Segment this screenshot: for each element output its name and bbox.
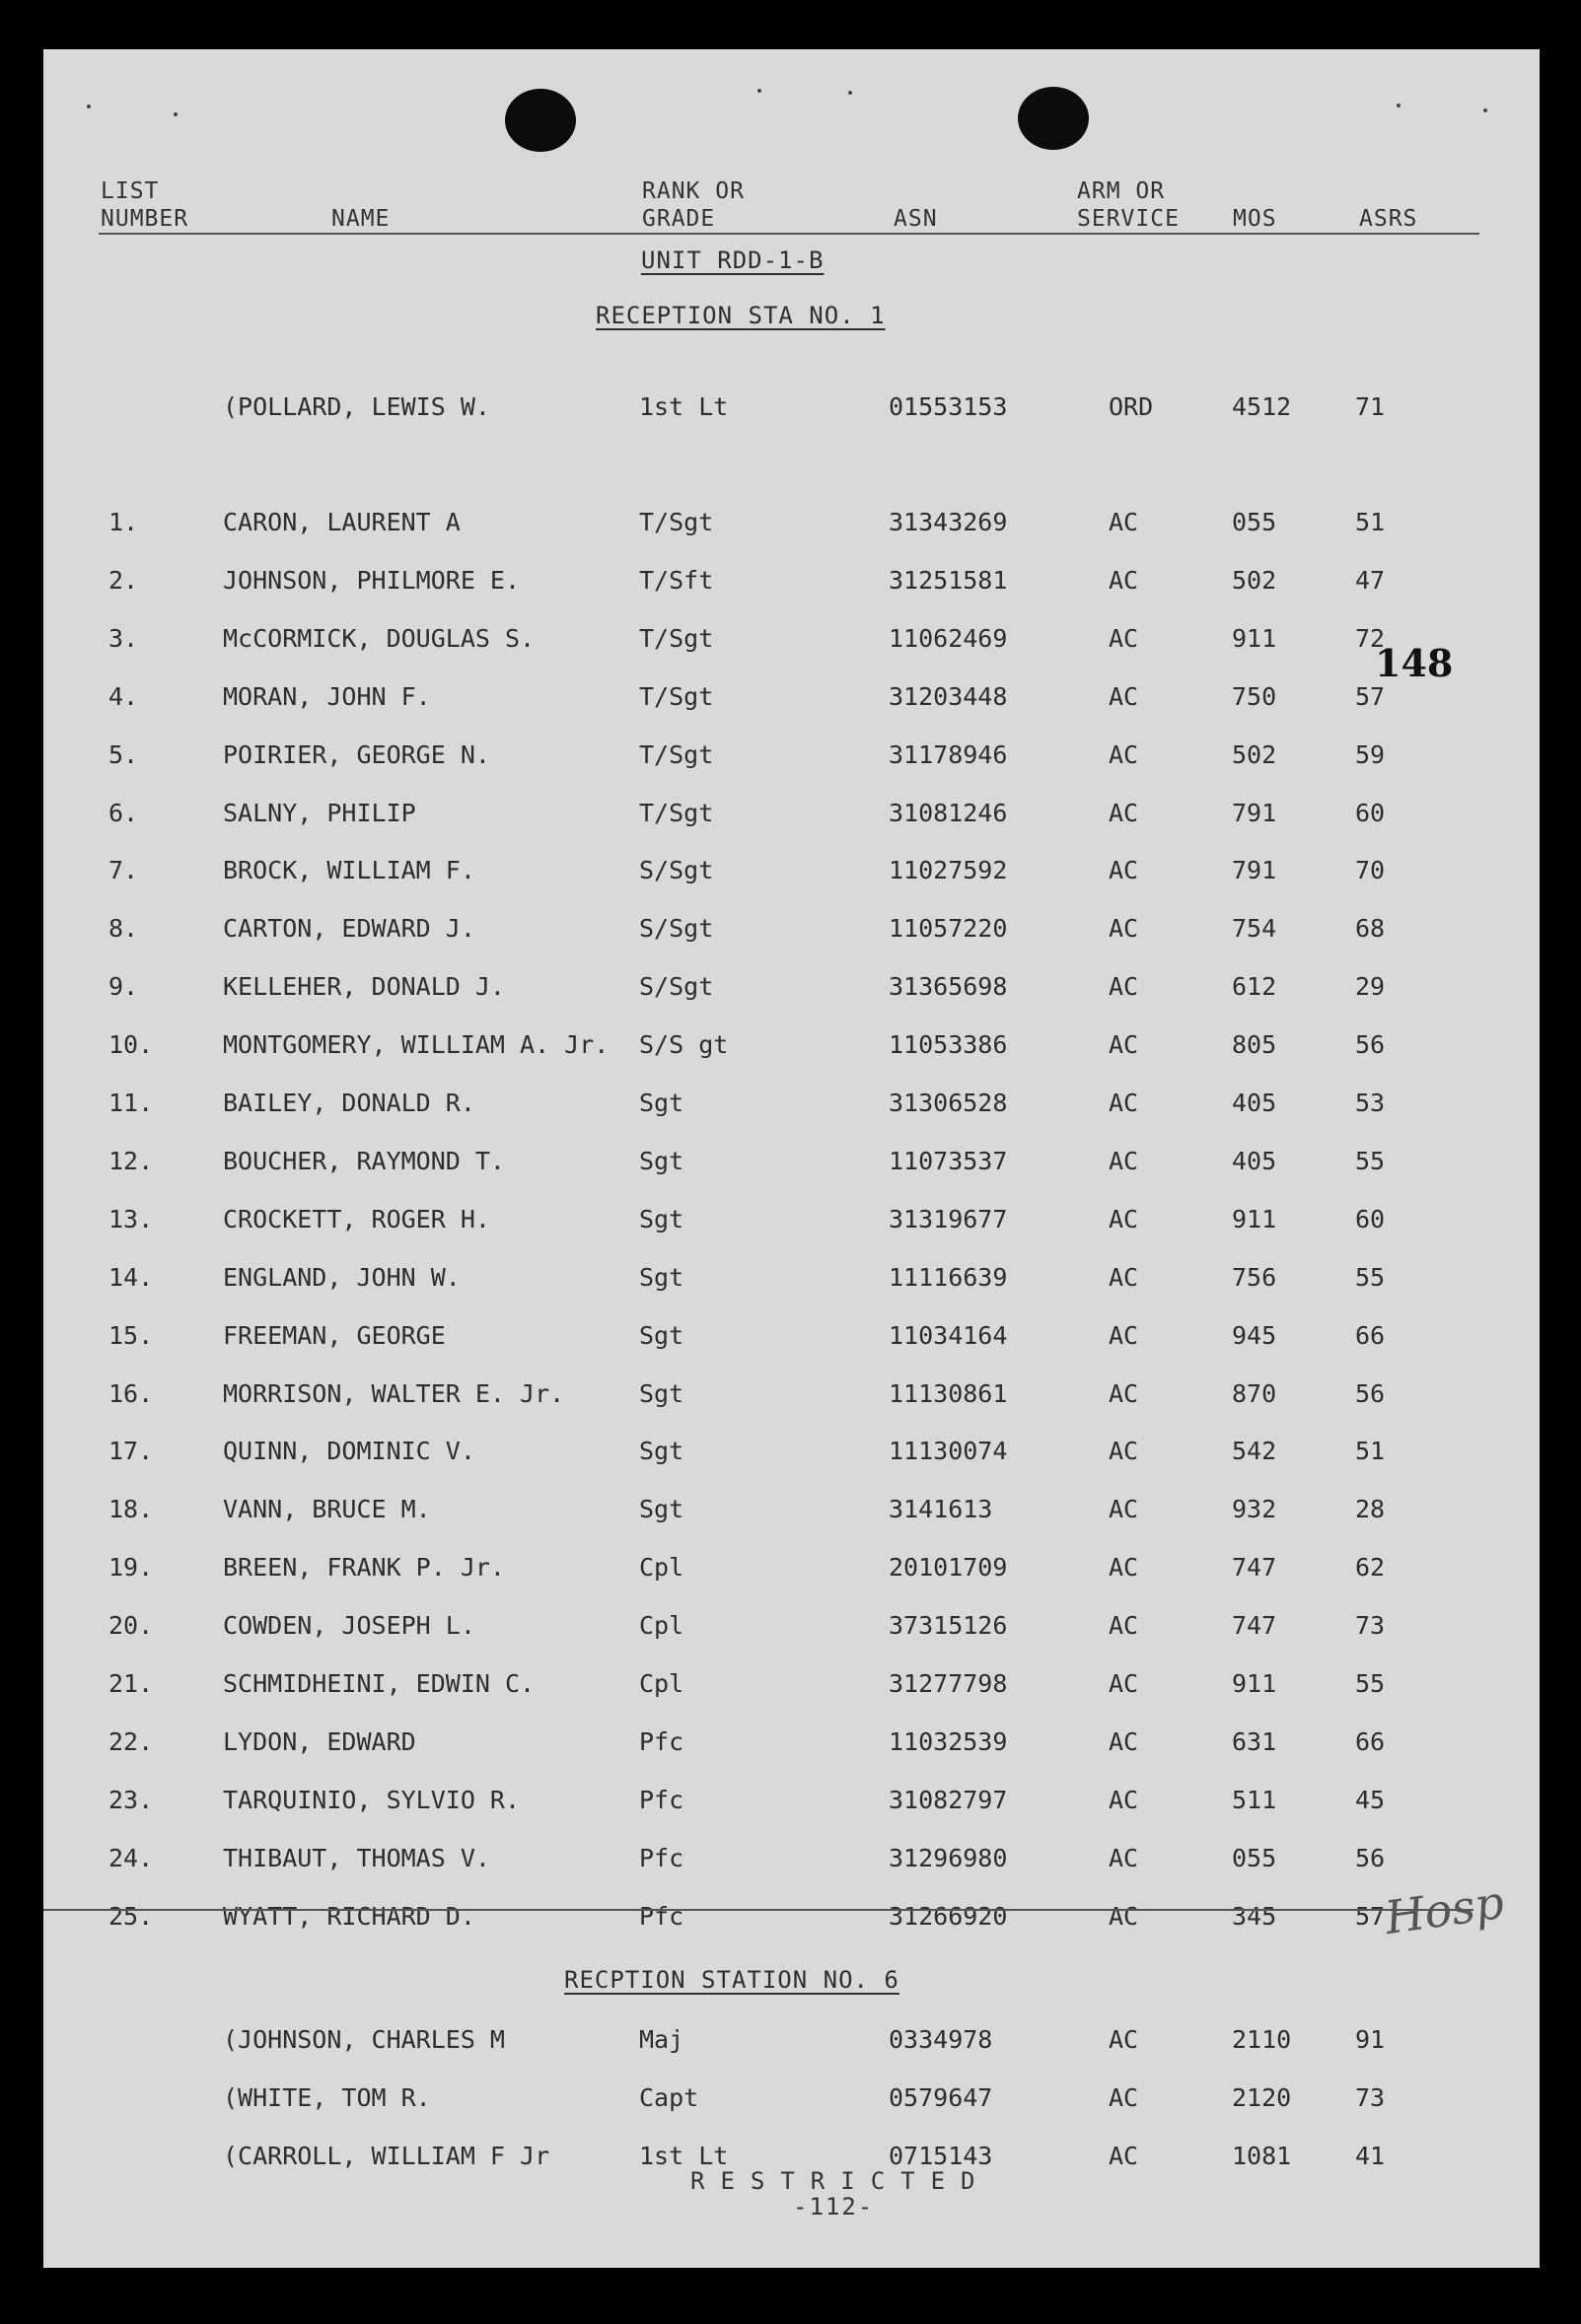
header-name: NAME <box>331 206 391 232</box>
rank-grade: Pfc <box>639 1726 684 1756</box>
asn: 31365698 <box>889 972 1008 1002</box>
arm-service: ORD <box>1109 392 1154 421</box>
table-row <box>43 972 1540 1012</box>
rank-grade: S/S gt <box>639 1030 729 1060</box>
table-row <box>43 1147 1540 1186</box>
header-rule <box>99 233 1479 235</box>
asrs: 51 <box>1355 508 1386 536</box>
mos: 945 <box>1232 1320 1277 1350</box>
mos: 405 <box>1232 1146 1277 1175</box>
document-page <box>43 49 1540 2268</box>
asn: 0715143 <box>889 2142 993 2170</box>
soldier-name: BROCK, WILLIAM F. <box>223 856 475 885</box>
list-number: 7. <box>108 856 139 885</box>
asrs: 57 <box>1355 1901 1386 1931</box>
mos: 791 <box>1232 856 1277 885</box>
mos: 055 <box>1232 508 1277 536</box>
speck <box>87 105 91 108</box>
rank-grade: T/Sgt <box>639 681 714 711</box>
rank-grade: 1st Lt <box>639 392 729 421</box>
arm-service: AC <box>1109 1611 1139 1641</box>
asn: 11053386 <box>889 1030 1008 1060</box>
table-row <box>43 856 1540 895</box>
list-number: 13. <box>108 1204 154 1233</box>
list-number: 14. <box>108 1262 154 1292</box>
list-number: 5. <box>108 739 139 769</box>
soldier-name: (POLLARD, LEWIS W. <box>223 392 490 421</box>
asrs: 47 <box>1355 565 1386 595</box>
rank-grade: Sgt <box>639 1378 684 1408</box>
asn: 31081246 <box>889 798 1008 827</box>
table-row <box>43 740 1540 780</box>
list-number: 22. <box>108 1726 154 1756</box>
soldier-name: (WHITE, TOM R. <box>223 2083 431 2112</box>
strikethrough-line <box>43 1909 1473 1911</box>
mos: 502 <box>1232 565 1277 595</box>
speck <box>848 91 852 95</box>
asrs: 60 <box>1355 798 1386 827</box>
table-row <box>43 392 1540 432</box>
asrs: 60 <box>1355 1204 1386 1233</box>
asn: 0579647 <box>889 2083 993 2112</box>
asrs: 66 <box>1355 1726 1386 1756</box>
arm-service: AC <box>1109 1030 1139 1060</box>
speck <box>757 89 761 93</box>
asn: 11032539 <box>889 1726 1008 1756</box>
soldier-name: MONTGOMERY, WILLIAM A. Jr. <box>223 1030 610 1060</box>
rank-grade: Sgt <box>639 1089 684 1117</box>
arm-service: AC <box>1109 1669 1139 1698</box>
asrs: 51 <box>1355 1437 1386 1466</box>
arm-service: AC <box>1109 1901 1139 1931</box>
soldier-name: THIBAUT, THOMAS V. <box>223 1843 490 1872</box>
asrs: 28 <box>1355 1495 1386 1524</box>
soldier-name: MORAN, JOHN F. <box>223 681 431 711</box>
soldier-name: JOHNSON, PHILMORE E. <box>223 565 521 595</box>
soldier-name: WYATT, RICHARD D. <box>223 1901 475 1931</box>
rank-grade: Sgt <box>639 1495 684 1524</box>
arm-service: AC <box>1109 1843 1139 1872</box>
table-row <box>43 1030 1540 1070</box>
table-row <box>43 1263 1540 1303</box>
mos: 756 <box>1232 1262 1277 1292</box>
rank-grade: 1st Lt <box>639 2142 729 2170</box>
handwritten-note: Hosp <box>1381 1874 1508 1945</box>
mos: 791 <box>1232 798 1277 827</box>
list-number: 1. <box>108 508 139 536</box>
header-asrs: ASRS <box>1359 206 1418 232</box>
asn: 3141613 <box>889 1495 993 1524</box>
list-number: 9. <box>108 972 139 1002</box>
soldier-name: BOUCHER, RAYMOND T. <box>223 1146 505 1175</box>
list-number: 3. <box>108 623 139 653</box>
punch-hole <box>505 89 576 152</box>
list-number: 24. <box>108 1843 154 1872</box>
mos: 870 <box>1232 1378 1277 1408</box>
asn: 11062469 <box>889 623 1008 653</box>
arm-service: AC <box>1109 914 1139 944</box>
asrs: 73 <box>1355 1611 1386 1641</box>
soldier-name: (JOHNSON, CHARLES M <box>223 2025 505 2054</box>
mos: 911 <box>1232 623 1277 653</box>
soldier-name: CROCKETT, ROGER H. <box>223 1204 490 1233</box>
asn: 11057220 <box>889 914 1008 944</box>
list-number: 2. <box>108 565 139 595</box>
asrs: 56 <box>1355 1378 1386 1408</box>
mos: 911 <box>1232 1204 1277 1233</box>
asn: 31319677 <box>889 1204 1008 1233</box>
table-row <box>43 566 1540 605</box>
arm-service: AC <box>1109 1089 1139 1117</box>
asn: 31296980 <box>889 1843 1008 1872</box>
asn: 11130861 <box>889 1378 1008 1408</box>
mos: 750 <box>1232 681 1277 711</box>
table-row <box>43 1379 1540 1419</box>
table-row <box>43 624 1540 664</box>
arm-service: AC <box>1109 739 1139 769</box>
mos: 502 <box>1232 739 1277 769</box>
list-number: 8. <box>108 914 139 944</box>
header-list-number: LIST NUMBER <box>101 178 189 232</box>
asrs: 29 <box>1355 972 1386 1002</box>
mos: 511 <box>1232 1785 1277 1814</box>
asn: 31178946 <box>889 739 1008 769</box>
table-row <box>43 2083 1540 2123</box>
asrs: 91 <box>1355 2025 1386 2054</box>
mos: 754 <box>1232 914 1277 944</box>
asrs: 71 <box>1355 392 1386 421</box>
mos: 542 <box>1232 1437 1277 1466</box>
arm-service: AC <box>1109 508 1139 536</box>
speck <box>174 112 178 116</box>
table-row <box>43 2025 1540 2065</box>
soldier-name: COWDEN, JOSEPH L. <box>223 1611 475 1641</box>
table-row <box>43 1844 1540 1883</box>
soldier-name: CARON, LAURENT A <box>223 508 461 536</box>
asn: 0334978 <box>889 2025 993 2054</box>
soldier-name: McCORMICK, DOUGLAS S. <box>223 623 536 653</box>
arm-service: AC <box>1109 1204 1139 1233</box>
asn: 31082797 <box>889 1785 1008 1814</box>
rank-grade: T/Sgt <box>639 798 714 827</box>
soldier-name: BREEN, FRANK P. Jr. <box>223 1553 505 1583</box>
list-number: 16. <box>108 1378 154 1408</box>
asrs: 56 <box>1355 1843 1386 1872</box>
soldier-name: SALNY, PHILIP <box>223 798 416 827</box>
list-number: 18. <box>108 1495 154 1524</box>
arm-service: AC <box>1109 1378 1139 1408</box>
rank-grade: T/Sgt <box>639 623 714 653</box>
asrs: 62 <box>1355 1553 1386 1583</box>
header-asn: ASN <box>894 206 938 232</box>
arm-service: AC <box>1109 623 1139 653</box>
asrs: 57 <box>1355 681 1386 711</box>
list-number: 10. <box>108 1030 154 1060</box>
rank-grade: Capt <box>639 2083 699 2112</box>
rank-grade: Pfc <box>639 1843 684 1872</box>
soldier-name: (CARROLL, WILLIAM F Jr <box>223 2142 550 2170</box>
page-number: -112- <box>793 2193 875 2220</box>
rank-grade: T/Sgt <box>639 739 714 769</box>
asrs: 56 <box>1355 1030 1386 1060</box>
header-rank: RANK OR GRADE <box>642 178 745 232</box>
rank-grade: Sgt <box>639 1437 684 1466</box>
rank-grade: Maj <box>639 2025 684 2054</box>
table-row <box>43 1786 1540 1825</box>
table-row <box>43 682 1540 722</box>
mos: 4512 <box>1232 392 1292 421</box>
table-row <box>43 1321 1540 1361</box>
list-number: 6. <box>108 798 139 827</box>
mos: 747 <box>1232 1553 1277 1583</box>
arm-service: AC <box>1109 972 1139 1002</box>
arm-service: AC <box>1109 1146 1139 1175</box>
asn: 31266920 <box>889 1901 1008 1931</box>
arm-service: AC <box>1109 1262 1139 1292</box>
list-number: 11. <box>108 1089 154 1117</box>
asn: 37315126 <box>889 1611 1008 1641</box>
arm-service: AC <box>1109 856 1139 885</box>
asn: 01553153 <box>889 392 1008 421</box>
rank-grade: S/Sgt <box>639 914 714 944</box>
table-row <box>43 1089 1540 1128</box>
asrs: 55 <box>1355 1262 1386 1292</box>
unit-title: UNIT RDD-1-B <box>641 246 825 274</box>
arm-service: AC <box>1109 2083 1139 2112</box>
arm-service: AC <box>1109 1437 1139 1466</box>
rank-grade: T/Sgt <box>639 508 714 536</box>
speck <box>1397 104 1401 107</box>
rank-grade: S/Sgt <box>639 856 714 885</box>
arm-service: AC <box>1109 681 1139 711</box>
table-row <box>43 1205 1540 1244</box>
list-number: 20. <box>108 1611 154 1641</box>
list-number: 4. <box>108 681 139 711</box>
arm-service: AC <box>1109 1495 1139 1524</box>
table-row <box>43 1495 1540 1534</box>
list-number: 23. <box>108 1785 154 1814</box>
asn: 31306528 <box>889 1089 1008 1117</box>
soldier-name: SCHMIDHEINI, EDWIN C. <box>223 1669 536 1698</box>
rank-grade: T/Sft <box>639 565 714 595</box>
table-row <box>43 1611 1540 1651</box>
mos: 747 <box>1232 1611 1277 1641</box>
header-arm: ARM OR SERVICE <box>1077 178 1180 232</box>
asrs: 73 <box>1355 2083 1386 2112</box>
soldier-name: ENGLAND, JOHN W. <box>223 1262 461 1292</box>
soldier-name: CARTON, EDWARD J. <box>223 914 475 944</box>
asrs: 70 <box>1355 856 1386 885</box>
mos: 405 <box>1232 1089 1277 1117</box>
list-number: 17. <box>108 1437 154 1466</box>
mos: 345 <box>1232 1901 1277 1931</box>
soldier-name: LYDON, EDWARD <box>223 1726 416 1756</box>
asn: 11130074 <box>889 1437 1008 1466</box>
mos: 055 <box>1232 1843 1277 1872</box>
table-row <box>43 508 1540 547</box>
table-row <box>43 914 1540 953</box>
asrs: 55 <box>1355 1669 1386 1698</box>
list-number: 19. <box>108 1553 154 1583</box>
arm-service: AC <box>1109 1320 1139 1350</box>
table-row <box>43 799 1540 838</box>
header-mos: MOS <box>1233 206 1277 232</box>
mos: 932 <box>1232 1495 1277 1524</box>
soldier-name: POIRIER, GEORGE N. <box>223 739 490 769</box>
table-row <box>43 1727 1540 1767</box>
mos: 631 <box>1232 1726 1277 1756</box>
asn: 20101709 <box>889 1553 1008 1583</box>
arm-service: AC <box>1109 1553 1139 1583</box>
page-stamp: 148 <box>1375 641 1454 685</box>
classification-mark: RESTRICTED <box>690 2167 991 2195</box>
list-number: 15. <box>108 1320 154 1350</box>
soldier-name: FREEMAN, GEORGE <box>223 1320 446 1350</box>
rank-grade: Pfc <box>639 1785 684 1814</box>
rank-grade: Sgt <box>639 1146 684 1175</box>
arm-service: AC <box>1109 2025 1139 2054</box>
arm-service: AC <box>1109 1785 1139 1814</box>
punch-hole <box>1018 87 1089 150</box>
mos: 1081 <box>1232 2142 1292 2170</box>
mos: 2120 <box>1232 2083 1292 2112</box>
rank-grade: Sgt <box>639 1262 684 1292</box>
asn: 31277798 <box>889 1669 1008 1698</box>
asrs: 41 <box>1355 2142 1386 2170</box>
soldier-name: TARQUINIO, SYLVIO R. <box>223 1785 521 1814</box>
asrs: 55 <box>1355 1146 1386 1175</box>
rank-grade: Pfc <box>639 1901 684 1931</box>
rank-grade: Cpl <box>639 1611 684 1641</box>
station1-title: RECEPTION STA NO. 1 <box>596 302 886 329</box>
soldier-name: BAILEY, DONALD R. <box>223 1089 475 1117</box>
asn: 31251581 <box>889 565 1008 595</box>
station6-title: RECPTION STATION NO. 6 <box>564 1966 899 1994</box>
asn: 11027592 <box>889 856 1008 885</box>
list-number: 21. <box>108 1669 154 1698</box>
soldier-name: QUINN, DOMINIC V. <box>223 1437 475 1466</box>
asn: 11034164 <box>889 1320 1008 1350</box>
soldier-name: VANN, BRUCE M. <box>223 1495 431 1524</box>
table-row <box>43 1902 1540 1941</box>
asn: 31343269 <box>889 508 1008 536</box>
list-number: 25. <box>108 1901 154 1931</box>
speck <box>1483 108 1487 112</box>
arm-service: AC <box>1109 798 1139 827</box>
arm-service: AC <box>1109 2142 1139 2170</box>
table-row <box>43 1669 1540 1709</box>
asrs: 53 <box>1355 1089 1386 1117</box>
asrs: 45 <box>1355 1785 1386 1814</box>
arm-service: AC <box>1109 565 1139 595</box>
table-row <box>43 1437 1540 1476</box>
soldier-name: KELLEHER, DONALD J. <box>223 972 505 1002</box>
asn: 11073537 <box>889 1146 1008 1175</box>
asrs: 68 <box>1355 914 1386 944</box>
rank-grade: Cpl <box>639 1553 684 1583</box>
arm-service: AC <box>1109 1726 1139 1756</box>
mos: 612 <box>1232 972 1277 1002</box>
list-number: 12. <box>108 1146 154 1175</box>
rank-grade: Sgt <box>639 1320 684 1350</box>
mos: 805 <box>1232 1030 1277 1060</box>
asrs: 66 <box>1355 1320 1386 1350</box>
rank-grade: Cpl <box>639 1669 684 1698</box>
asn: 11116639 <box>889 1262 1008 1292</box>
rank-grade: Sgt <box>639 1204 684 1233</box>
mos: 911 <box>1232 1669 1277 1698</box>
rank-grade: S/Sgt <box>639 972 714 1002</box>
soldier-name: MORRISON, WALTER E. Jr. <box>223 1378 565 1408</box>
mos: 2110 <box>1232 2025 1292 2054</box>
asn: 31203448 <box>889 681 1008 711</box>
table-row <box>43 1553 1540 1592</box>
asrs: 59 <box>1355 739 1386 769</box>
asrs: 72 <box>1355 623 1386 653</box>
